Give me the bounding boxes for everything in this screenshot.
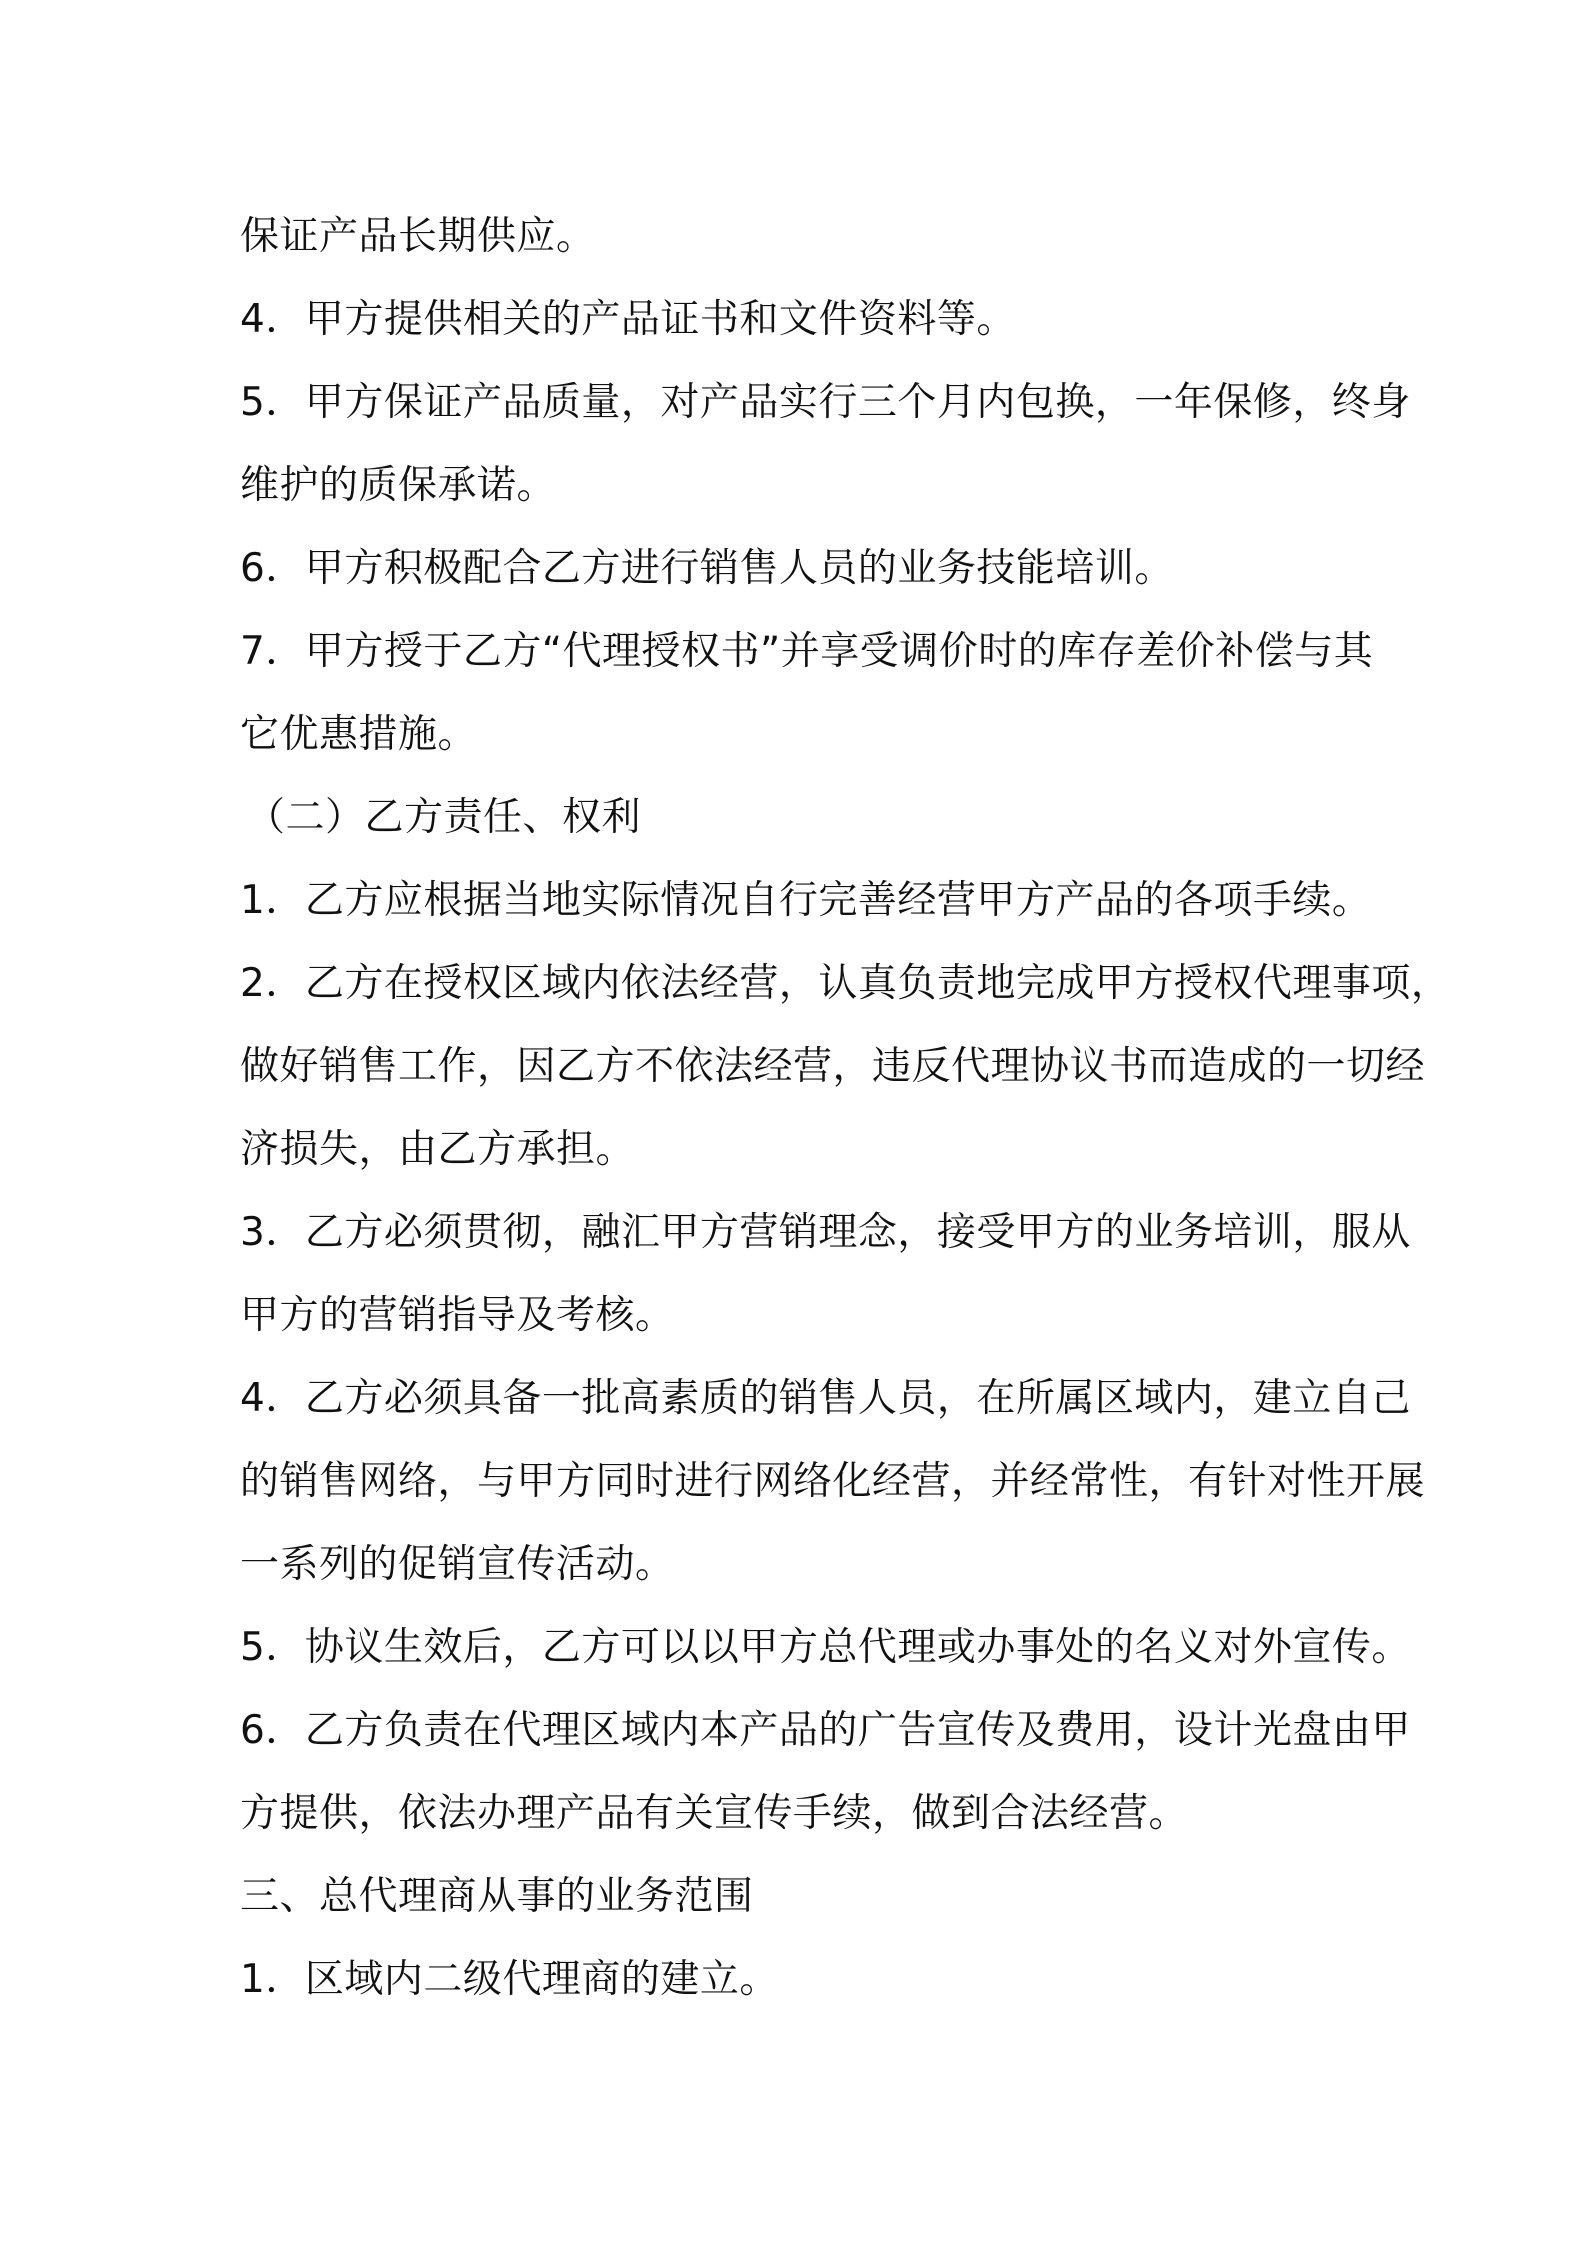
section-heading: （二）乙方责任、权利 bbox=[246, 795, 642, 840]
text-line: 方提供，依法办理产品有关宣传手续，做到合法经营。 bbox=[240, 1791, 1189, 1836]
text-line: 6．甲方积极配合乙方进行销售人员的业务技能培训。 bbox=[240, 546, 1174, 591]
text-line: 保证产品长期供应。 bbox=[240, 214, 596, 259]
text-line: 它优惠措施。 bbox=[240, 712, 478, 757]
text-line: 1．乙方应根据当地实际情况自行完善经营甲方产品的各项手续。 bbox=[240, 878, 1372, 923]
text-line: 济损失，由乙方承担。 bbox=[240, 1127, 636, 1172]
text-line: 维护的质保承诺。 bbox=[240, 463, 557, 508]
text-line: 6．乙方负责在代理区域内本产品的广告宣传及费用，设计光盘由甲 bbox=[240, 1708, 1411, 1753]
text-line: 做好销售工作，因乙方不依法经营，违反代理协议书而造成的一切经 bbox=[240, 1044, 1426, 1089]
text-line: 1．区域内二级代理商的建立。 bbox=[240, 1957, 779, 2002]
text-line: 2．乙方在授权区域内依法经营，认真负责地完成甲方授权代理事项， bbox=[240, 961, 1451, 1006]
text-line: 5．协议生效后，乙方可以以甲方总代理或办事处的名义对外宣传。 bbox=[240, 1625, 1411, 1670]
text-line: 4．甲方提供相关的产品证书和文件资料等。 bbox=[240, 297, 1016, 342]
document-body bbox=[240, 195, 1451, 2021]
text-line: 7．甲方授于乙方“代理授权书”并享受调价时的库存差价补偿与其 bbox=[240, 629, 1374, 674]
text-line: 的销售网络，与甲方同时进行网络化经营，并经常性，有针对性开展 bbox=[240, 1459, 1426, 1504]
text-line: 甲方的营销指导及考核。 bbox=[240, 1293, 675, 1338]
text-line: 3．乙方必须贯彻，融汇甲方营销理念，接受甲方的业务培训，服从 bbox=[240, 1210, 1411, 1255]
text-line: 一系列的促销宣传活动。 bbox=[240, 1542, 675, 1587]
text-line: 5．甲方保证产品质量，对产品实行三个月内包换，一年保修，终身 bbox=[240, 380, 1411, 425]
text-line: 4．乙方必须具备一批高素质的销售人员，在所属区域内，建立自己 bbox=[240, 1376, 1411, 1421]
section-heading: 三、总代理商从事的业务范围 bbox=[240, 1874, 754, 1919]
